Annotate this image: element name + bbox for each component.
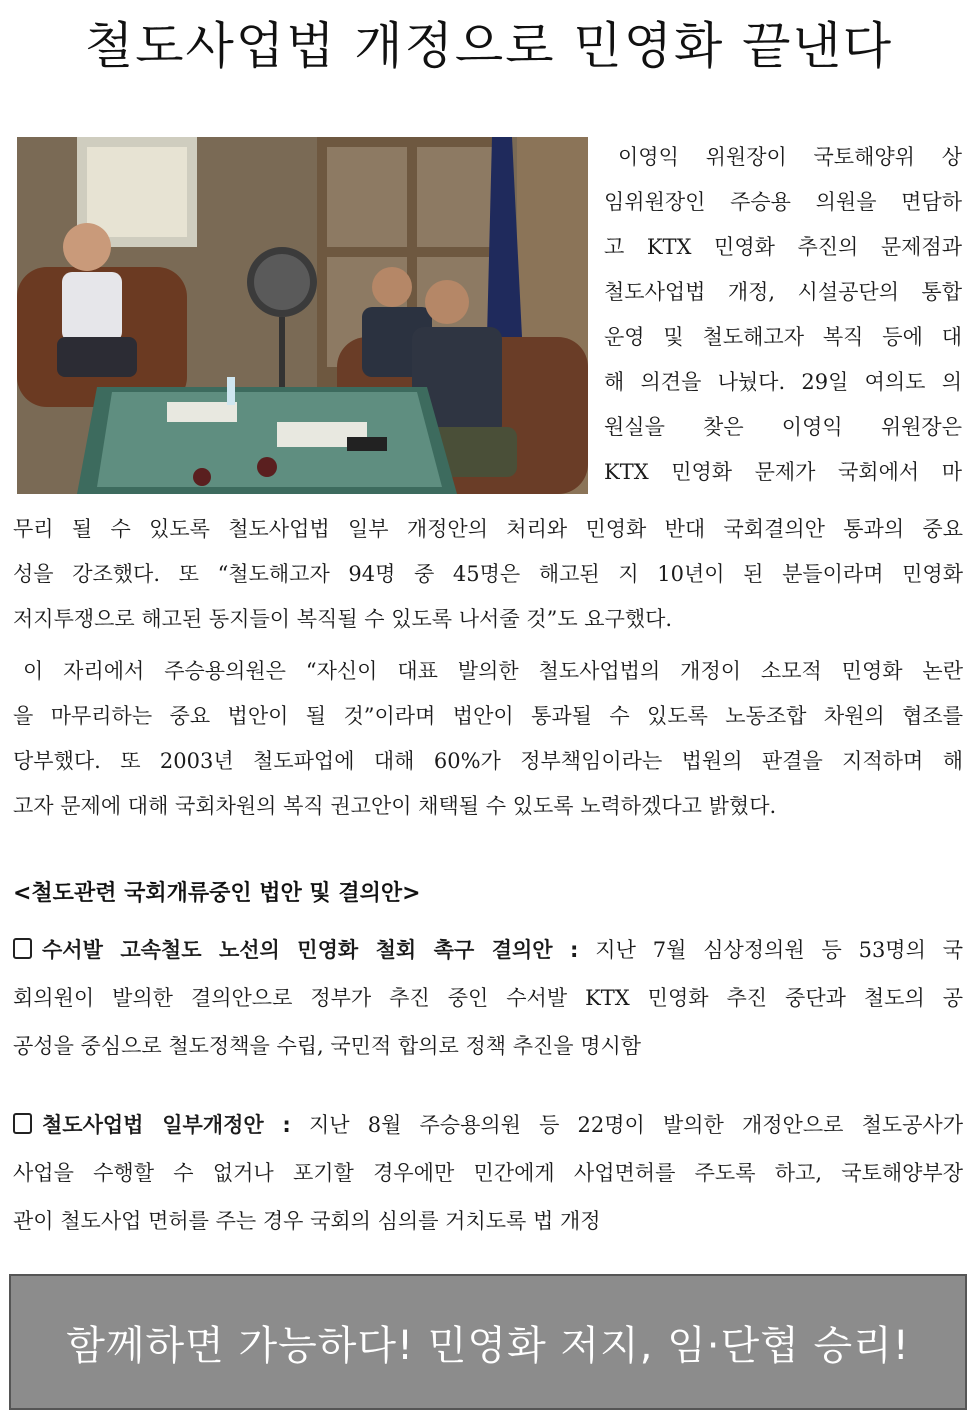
article-paragraph-2	[13, 649, 963, 829]
text-line: 운영 및 철도해고자 복직 등에 대	[604, 325, 962, 349]
bill-item-2	[13, 1101, 963, 1245]
meeting-photo	[17, 137, 588, 494]
bill-title: 철도사업법 일부개정안 :	[42, 1113, 291, 1137]
text-line: 고자 문제에 대해 국회차원의 복직 권고안이 채택될 수 있도록 노력하겠다고 밝혔다.	[13, 794, 777, 818]
bill-item-1	[13, 926, 963, 1070]
slogan-text: 함께하면 가능하다! 민영화 저지, 임·단협 승리!	[66, 1322, 910, 1369]
text-line: 철도사업법 개정, 시설공단의 통합	[604, 280, 962, 304]
meeting-photo-icon	[17, 137, 588, 494]
text-line: 을 마무리하는 중요 법안이 될 것”이라며 법안이 통과될 수 있도록 노동조합 차원의 협조를	[13, 704, 963, 728]
bill-text: 지난 7월 심상정의원 등 53명의 국	[595, 938, 964, 962]
article-paragraph-1	[13, 507, 963, 642]
text-line: 이영익 위원장이 국토해양위 상	[618, 145, 962, 169]
section-heading: <철도관련 국회개류중인 법안 및 결의안>	[13, 881, 421, 906]
article-title: 철도사업법 개정으로 민영화 끝낸다	[84, 17, 894, 75]
text-line: 성을 강조했다. 또 “철도해고자 94명 중 45명은 해고된 지 10년이 된 분들이라며 민영화	[13, 562, 963, 586]
bill-text: 지난 8월 주승용의원 등 22명이 발의한 개정안으로 철도공사가	[309, 1113, 963, 1137]
checkbox-square-icon	[13, 938, 32, 959]
slogan-banner	[9, 1274, 967, 1410]
text-line: 임위원장인 주승용 의원을 면담하	[604, 190, 962, 214]
text-line: 사업을 수행할 수 없거나 포기할 경우에만 민간에게 사업면허를 주도록 하고, 국토해양부장	[13, 1161, 963, 1185]
text-line: KTX 민영화 문제가 국회에서 마	[604, 460, 962, 484]
text-line: 고 KTX 민영화 추진의 문제점과	[604, 235, 962, 259]
text-line: 공성을 중심으로 철도정책을 수립, 국민적 합의로 정책 추진을 명시함	[13, 1034, 642, 1058]
text-line: 해 의견을 나눴다. 29일 여의도 의	[604, 370, 962, 394]
text-line: 무리 될 수 있도록 철도사업법 일부 개정안의 처리와 민영화 반대 국회결의안 통과의 중요	[13, 517, 963, 541]
text-line: 이 자리에서 주승용의원은 “자신이 대표 발의한 철도사업법의 개정이 소모적 민영화 논란	[23, 659, 963, 683]
text-line: 원실을 찾은 이영익 위원장은	[604, 415, 962, 439]
text-line: 당부했다. 또 2003년 철도파업에 대해 60%가 정부책임이라는 법원의 판결을 지적하며 해	[13, 749, 963, 773]
bill-title: 수서발 고속철도 노선의 민영화 철회 촉구 결의안 :	[42, 938, 579, 962]
article-paragraph-side	[604, 135, 962, 495]
checkbox-square-icon	[13, 1113, 32, 1134]
text-line: 회의원이 발의한 결의안으로 정부가 추진 중인 수서발 KTX 민영화 추진 중단과 철도의 공	[13, 986, 963, 1010]
text-line: 저지투쟁으로 해고된 동지들이 복직될 수 있도록 나서줄 것”도 요구했다.	[13, 607, 673, 631]
text-line: 관이 철도사업 면허를 주는 경우 국회의 심의를 거치도록 법 개정	[13, 1209, 601, 1233]
